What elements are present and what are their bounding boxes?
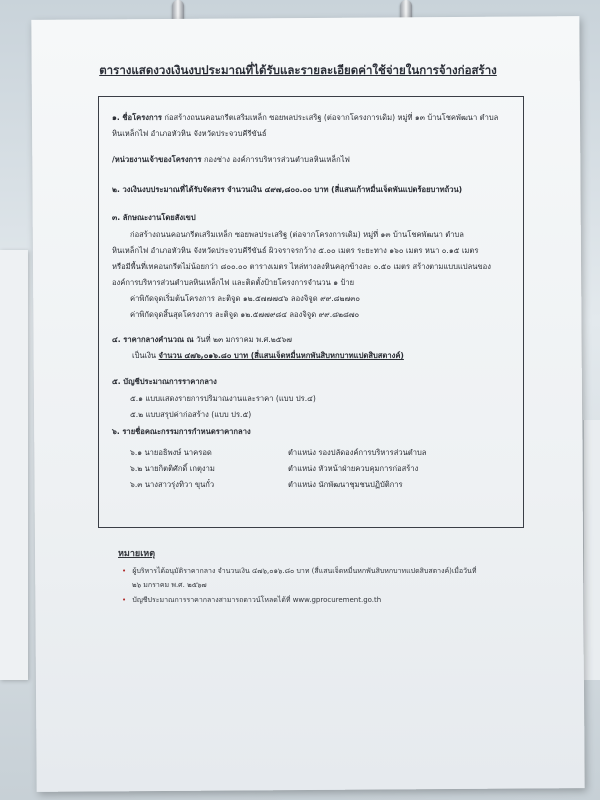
committee-member-name: ๖.๑ นายอธิพงษ์ นาครอด [130, 448, 212, 457]
note-1-line-1 [122, 568, 476, 575]
end-coordinate: ค่าพิกัดจุดสิ้นสุดโครงการ ละติจูด ๑๒.๕๗๗๙๘๔ ลองจิจูด ๙๙.๘๒๘๗๐ [130, 310, 360, 319]
note-2-text: บัญชีประมาณการราคากลางสามารถดาวน์โหลดได้ที่ www.gprocurement.go.th [132, 596, 382, 604]
section-4-date: วันที่ ๒๓ มกราคม พ.ศ.๒๕๖๗ [196, 335, 293, 344]
bullet-icon: • [122, 596, 127, 604]
document-title: ตารางแสดงวงเงินงบประมาณที่ได้รับและรายละเอียดค่าใช้จ่ายในการจ้างก่อสร้าง [99, 63, 497, 77]
committee-member-name: ๖.๓ นางสาวรุ่งทิวา ขุนกั๋ว [130, 480, 215, 489]
start-coordinate: ค่าพิกัดจุดเริ่มต้นโครงการ ละติจูด ๑๒.๕๗๗๗๔๖ ลองจิจูด ๙๙.๘๒๗๓๐ [130, 294, 361, 303]
section-1-line-1 [112, 114, 498, 122]
section-1-label: ๑. ชื่อโครงการ [112, 113, 162, 122]
section-3-line-1: ก่อสร้างถนนคอนกรีตเสริมเหล็ก ซอยพลประเสริฐ (ต่อจากโครงการเดิม) หมู่ที่ ๑๓ บ้านโชคพัฒนา ตำบล [130, 230, 464, 239]
section-1-text: ก่อสร้างถนนคอนกรีตเสริมเหล็ก ซอยพลประเสริฐ (ต่อจากโครงการเดิม) หมู่ที่ ๑๓ บ้านโชคพัฒนา ตำบล [164, 113, 499, 122]
agency-line [112, 156, 350, 164]
section-2-text: จำนวนเงิน ๔๙๗,๘๐๐.๐๐ บาท (สี่แสนเก้าหมื่นเจ็ดพันแปดร้อยบาทถ้วน) [227, 185, 463, 194]
note-2-line [122, 597, 381, 604]
adjacent-paper-right [583, 420, 600, 680]
section-5-item-2: ๕.๒ แบบสรุปค่าก่อสร้าง (แบบ ปร.๕) [130, 410, 252, 419]
section-4-line-1 [112, 336, 292, 344]
committee-member-position: ตำแหน่ง หัวหน้าฝ่ายควบคุมการก่อสร้าง [288, 464, 419, 473]
section-4-amount: จำนวน ๔๗๖,๐๑๖.๘๐ บาท (สี่แสนเจ็ดหมื่นหกพันสิบหกบาทแปดสิบสตางค์) [158, 351, 404, 360]
note-1-line-2: ๒๖ มกราคม พ.ศ. ๒๕๖๗ [132, 581, 207, 589]
section-2-line [112, 186, 462, 194]
agency-label: /หน่วยงานเจ้าของโครงการ [112, 155, 202, 164]
section-4-label: ๔. ราคากลางคำนวณ ณ [112, 335, 194, 344]
adjacent-paper-left [0, 250, 28, 680]
section-5-label: ๕. บัญชีประมาณการราคากลาง [112, 377, 217, 386]
section-5-item-1: ๕.๑ แบบแสดงรายการปริมาณงานและราคา (แบบ ปร.๔) [130, 394, 316, 403]
committee-member-position: ตำแหน่ง รองปลัดองค์การบริหารส่วนตำบล [288, 448, 427, 457]
section-4-line-2 [132, 352, 404, 360]
section-3-line-2: หินเหล็กไฟ อำเภอหัวหิน จังหวัดประจวบคีรีขันธ์ ผิวจราจรกว้าง ๕.๐๐ เมตร ระยะทาง ๑๖๐ เมตร หนา ๐.๑๕ เมตร [112, 246, 479, 255]
section-3-label: ๓. ลักษณะงานโดยสังเขป [112, 213, 196, 222]
section-3-line-3: หรือมีพื้นที่เทคอนกรีตไม่น้อยกว่า ๘๐๐.๐๐ ตารางเมตร ไหล่ทางลงหินคลุกข้างละ ๐.๕๐ เมตร สร้างตามแบบแปลนของ [112, 262, 491, 271]
section-1-line-2: หินเหล็กไฟ อำเภอหัวหิน จังหวัดประจวบคีรีขันธ์ [112, 129, 267, 138]
section-3-line-4: องค์การบริหารส่วนตำบลหินเหล็กไฟ และติดตั้งป้ายโครงการจำนวน ๑ ป้าย [112, 278, 355, 287]
agency-text: กองช่าง องค์การบริหารส่วนตำบลหินเหล็กไฟ [203, 155, 350, 164]
bullet-icon: • [122, 567, 127, 575]
section-2-label: ๒. วงเงินงบประมาณที่ได้รับจัดสรร [112, 185, 225, 194]
section-6-label: ๖. รายชื่อคณะกรรมการกำหนดราคากลาง [112, 427, 251, 436]
section-4-amount-prefix: เป็นเงิน [132, 351, 157, 360]
committee-member-position: ตำแหน่ง นักพัฒนาชุมชนปฏิบัติการ [288, 480, 403, 489]
note-1-text: ผู้บริหารได้อนุมัติราคากลาง จำนวนเงิน ๔๗๖,๐๑๖.๘๐ บาท (สี่แสนเจ็ดหมื่นหกพันสิบหกบาทแปดสิบสตางค์)เมื่อวันที่ [132, 567, 477, 575]
notes-heading: หมายเหตุ [118, 549, 156, 559]
committee-member-name: ๖.๒ นายกิตติศักดิ์ เกตุงาม [130, 464, 215, 473]
